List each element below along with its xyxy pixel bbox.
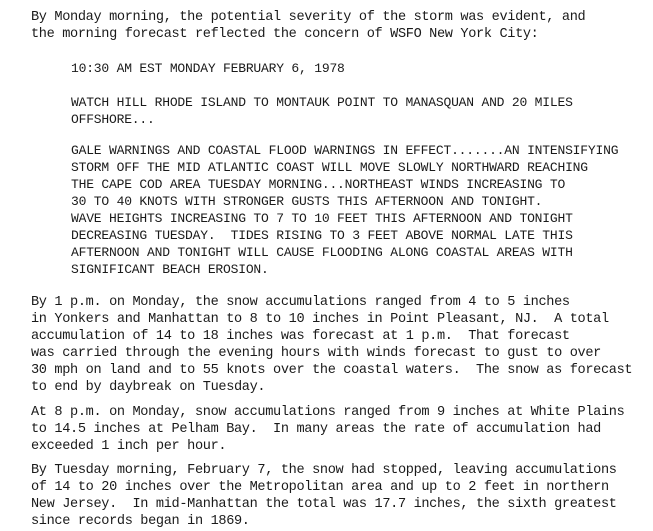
para-1pm-line-6: to end by daybreak on Tuesday. [31, 380, 266, 395]
forecast-area-line-1: WATCH HILL RHODE ISLAND TO MONTAUK POINT TO MANASQUAN AND 20 MILES [71, 95, 573, 110]
para-1pm-line-4: was carried through the evening hours with winds forecast to gust to over [31, 346, 601, 361]
para-8pm-line-3: exceeded 1 inch per hour. [31, 439, 227, 454]
forecast-body-line-6: DECREASING TUESDAY. TIDES RISING TO 3 FEET ABOVE NORMAL LATE THIS [71, 228, 573, 243]
forecast-body-line-7: AFTERNOON AND TONIGHT WILL CAUSE FLOODING ALONG COASTAL AREAS WITH [71, 245, 573, 260]
intro-line-2: the morning forecast reflected the concern of WSFO New York City: [31, 27, 539, 42]
forecast-body-line-8: SIGNIFICANT BEACH EROSION. [71, 262, 269, 277]
para-1pm-line-1: By 1 p.m. on Monday, the snow accumulations ranged from 4 to 5 inches [31, 295, 570, 310]
para-1pm-line-3: accumulation of 14 to 18 inches was forecast at 1 p.m. That forecast [31, 329, 570, 344]
para-tuesday-line-1: By Tuesday morning, February 7, the snow had stopped, leaving accumulations [31, 463, 617, 478]
forecast-body-line-5: WAVE HEIGHTS INCREASING TO 7 TO 10 FEET THIS AFTERNOON AND TONIGHT [71, 211, 573, 226]
para-1pm-line-5: 30 mph on land and to 55 knots over the coastal waters. The snow as forecast [31, 363, 633, 378]
para-tuesday-line-3: New Jersey. In mid-Manhattan the total was 17.7 inches, the sixth greatest [31, 497, 617, 512]
forecast-body-line-1: GALE WARNINGS AND COASTAL FLOOD WARNINGS IN EFFECT.......AN INTENSIFYING [71, 143, 619, 158]
para-tuesday-line-4: since records began in 1869. [31, 514, 250, 529]
para-8pm-line-2: to 14.5 inches at Pelham Bay. In many areas the rate of accumulation had [31, 422, 601, 437]
intro-line-1: By Monday morning, the potential severity of the storm was evident, and [31, 10, 586, 25]
para-1pm-line-2: in Yonkers and Manhattan to 8 to 10 inches in Point Pleasant, NJ. A total [31, 312, 609, 327]
forecast-body-line-3: THE CAPE COD AREA TUESDAY MORNING...NORTHEAST WINDS INCREASING TO [71, 177, 566, 192]
para-tuesday-line-2: of 14 to 20 inches over the Metropolitan area and up to 2 feet in northern [31, 480, 609, 495]
para-8pm-line-1: At 8 p.m. on Monday, snow accumulations ranged from 9 inches at White Plains [31, 405, 625, 420]
forecast-body-line-4: 30 TO 40 KNOTS WITH STRONGER GUSTS THIS AFTERNOON AND TONIGHT. [71, 194, 543, 209]
forecast-body-line-2: STORM OFF THE MID ATLANTIC COAST WILL MOVE SLOWLY NORTHWARD REACHING [71, 160, 588, 175]
forecast-time: 10:30 AM EST MONDAY FEBRUARY 6, 1978 [71, 61, 345, 76]
forecast-area-line-2: OFFSHORE... [71, 112, 155, 127]
